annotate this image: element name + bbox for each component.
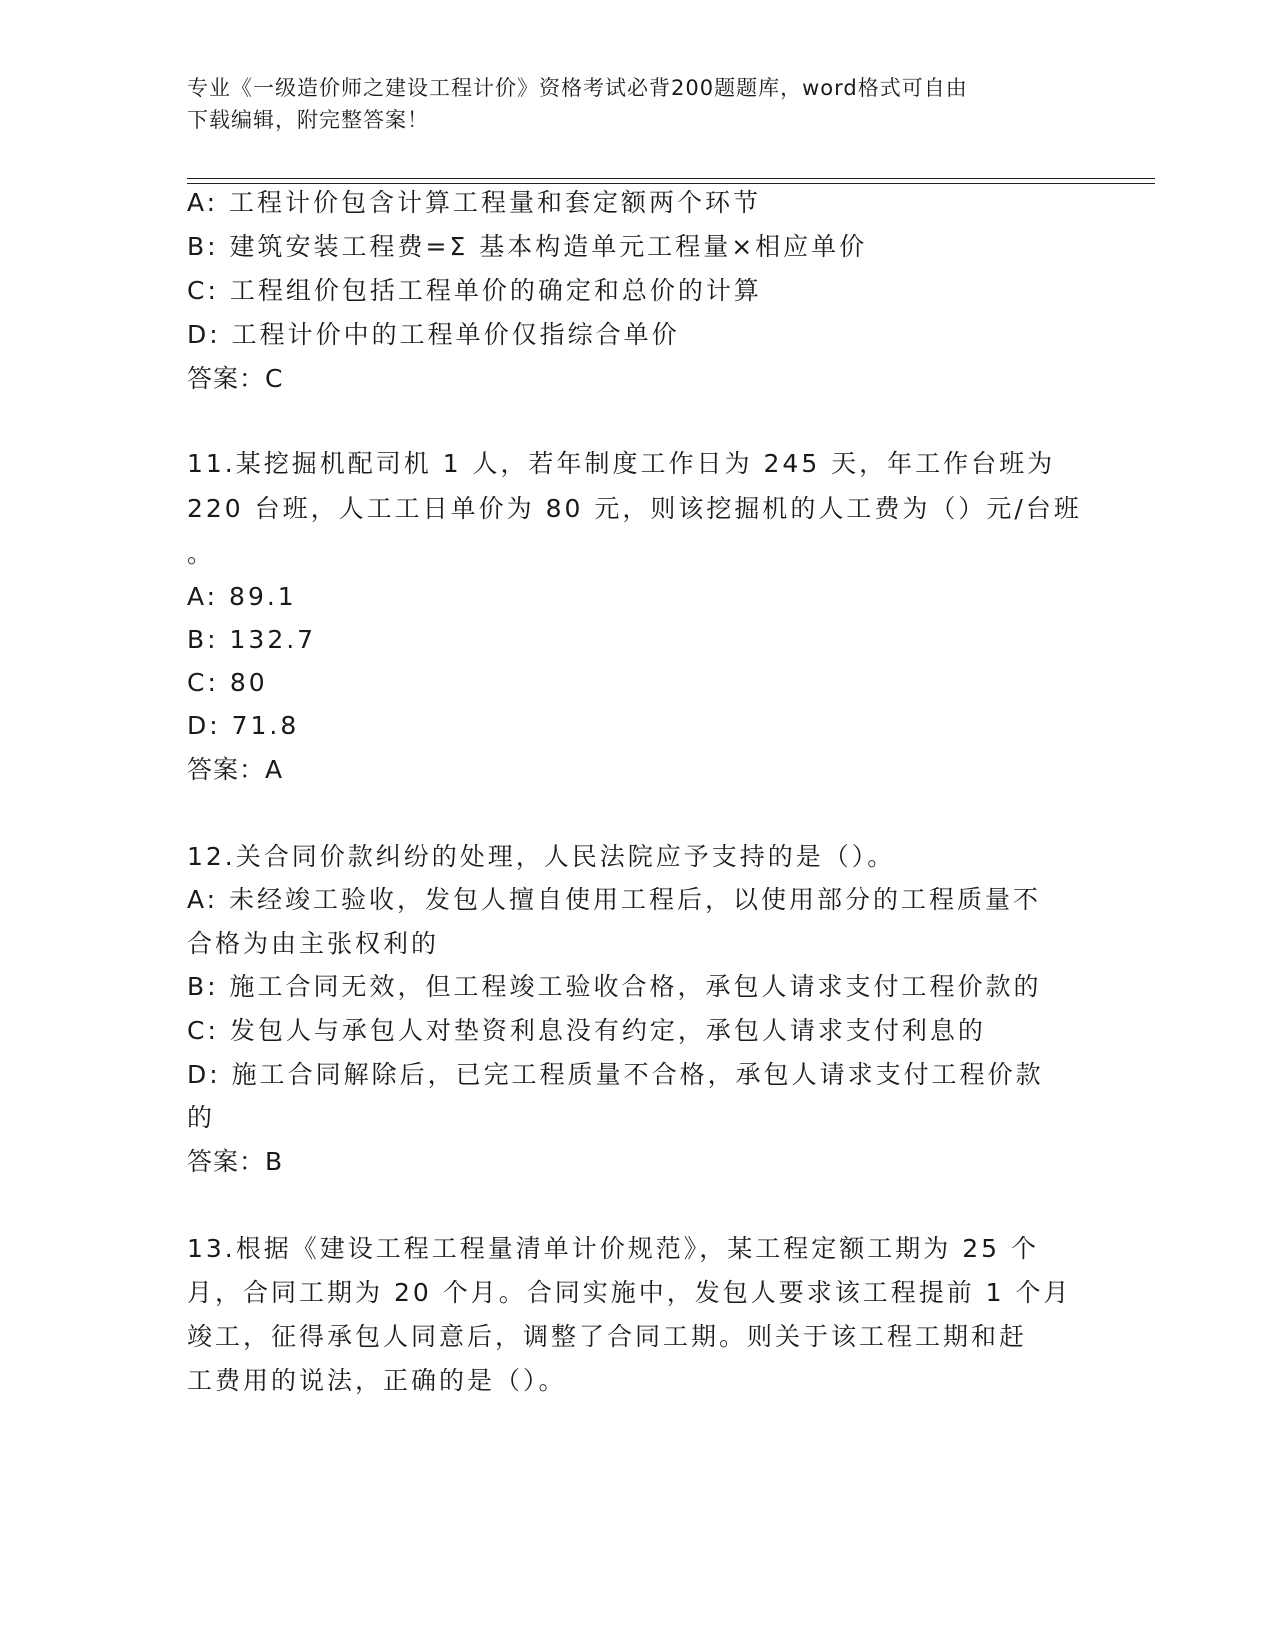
option-line: D: 工程计价中的工程单价仅指综合单价 [187, 320, 680, 349]
question-line: 220 台班，人工工日单价为 80 元，则该挖掘机的人工费为（）元/台班 [187, 494, 1082, 523]
question-line: 11.某挖掘机配司机 1 人，若年制度工作日为 245 天，年工作台班为 [187, 449, 1056, 478]
header-line-1: 专业《一级造价师之建设工程计价》资格考试必背200题题库，word格式可自由 [187, 76, 968, 100]
option-line: B: 施工合同无效，但工程竣工验收合格，承包人请求支付工程价款的 [187, 972, 1042, 1001]
option-line: C: 工程组价包括工程单价的确定和总价的计算 [187, 276, 762, 305]
question-line: 工费用的说法，正确的是（）。 [187, 1366, 567, 1395]
option-line: C: 发包人与承包人对垫资利息没有约定，承包人请求支付利息的 [187, 1016, 986, 1045]
option-line: A: 工程计价包含计算工程量和套定额两个环节 [187, 188, 762, 217]
question-line: 13.根据《建设工程工程量清单计价规范》，某工程定额工期为 25 个 [187, 1234, 1039, 1263]
document-header [187, 72, 1067, 136]
option-line: 的 [187, 1103, 216, 1132]
header-rule-top [187, 178, 1155, 179]
option-line: 合格为由主张权利的 [187, 929, 440, 958]
option-line: A: 89.1 [187, 582, 297, 611]
option-line: D: 71.8 [187, 711, 300, 740]
option-line: A: 未经竣工验收，发包人擅自使用工程后，以使用部分的工程质量不 [187, 885, 1042, 914]
answer-line: 答案：B [187, 1147, 284, 1176]
option-line: B: 132.7 [187, 625, 317, 654]
option-line: C: 80 [187, 668, 268, 697]
header-line-2: 下载编辑，附完整答案！ [187, 108, 429, 132]
question-line: 月，合同工期为 20 个月。合同实施中，发包人要求该工程提前 1 个月 [187, 1278, 1072, 1307]
option-line: B: 建筑安装工程费=Σ 基本构造单元工程量×相应单价 [187, 232, 868, 261]
header-rule-bottom [187, 183, 1155, 184]
option-line: D: 施工合同解除后，已完工程质量不合格，承包人请求支付工程价款 [187, 1060, 1044, 1089]
answer-line: 答案：C [187, 364, 284, 393]
question-line: 竣工，征得承包人同意后，调整了合同工期。则关于该工程工期和赶 [187, 1322, 1028, 1351]
answer-line: 答案：A [187, 755, 284, 784]
question-line: 12.关合同价款纠纷的处理，人民法院应予支持的是（）。 [187, 842, 896, 871]
question-line: 。 [187, 539, 216, 568]
